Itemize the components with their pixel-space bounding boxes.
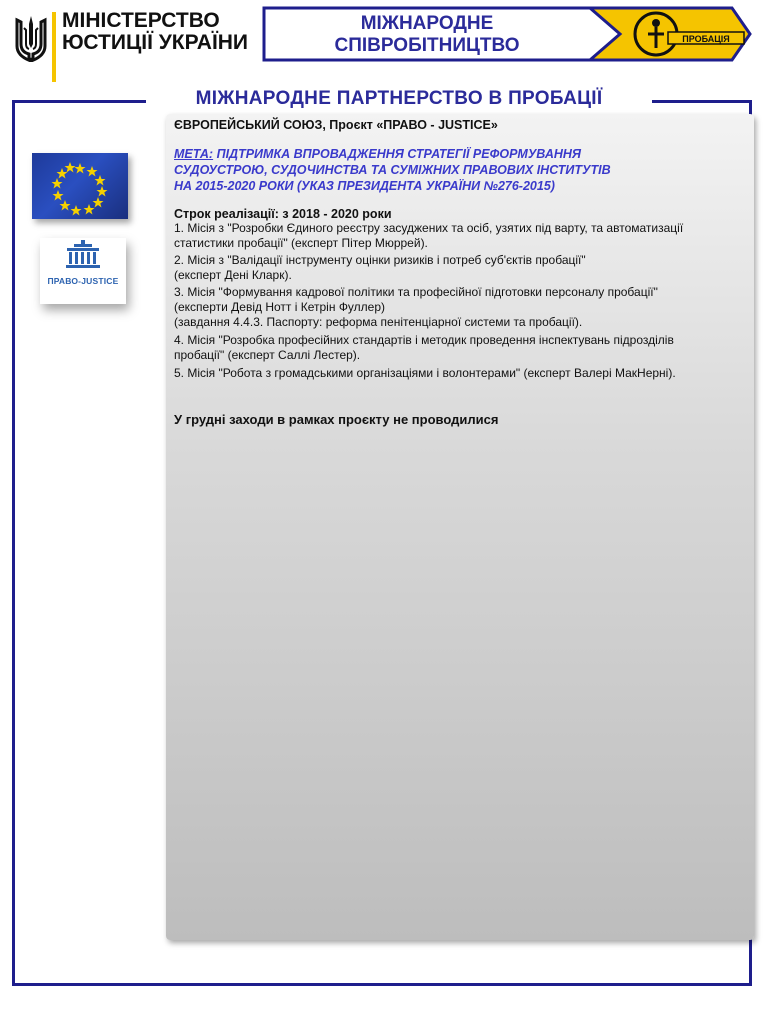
mission-2-line2: (експерт Дені Кларк). xyxy=(174,268,292,282)
mission-item-1 xyxy=(174,221,760,251)
mission-item-5 xyxy=(174,366,760,381)
implementation-period: Строк реалізації: з 2018 - 2020 роки xyxy=(174,207,392,221)
justice-building-icon xyxy=(40,238,126,276)
mission-1-line2: статистики пробації" (експерт Пітер Мюррей). xyxy=(174,236,428,250)
ministry-name xyxy=(62,10,248,54)
mission-item-4 xyxy=(174,333,760,363)
eu-flag-icon xyxy=(32,153,128,219)
mission-3-line3: (завдання 4.4.3. Паспорту: реформа пенітенціарної системи та пробації). xyxy=(174,315,583,329)
goal-line3: НА 2015-2020 РОКИ (УКАЗ ПРЕЗИДЕНТА УКРАЇНИ №276-2015) xyxy=(174,179,555,193)
pravo-justice-label: ПРАВО-JUSTICE xyxy=(47,276,119,286)
eu-stars xyxy=(52,162,108,216)
section-title-line1: МІЖНАРОДНЕ xyxy=(360,13,494,34)
pravo-justice-logo xyxy=(40,238,126,304)
ministry-accent-bar xyxy=(52,12,56,82)
probation-logo-text: ПРОБАЦІЯ xyxy=(682,34,730,44)
section-title-line2: СПІВРОБІТНИЦТВО xyxy=(334,35,520,56)
mission-1-line1: 1. Місія з "Розробки Єдиного реєстру засуджених та осіб, узятих під варту, та автоматизації xyxy=(174,221,684,235)
mission-5-line1: 5. Місія "Робота з громадськими організаціями і волонтерами" (експерт Валері МакНерні). xyxy=(174,366,676,380)
ministry-name-line1: МІНІСТЕРСТВО xyxy=(62,9,220,32)
goal-label: МЕТА: xyxy=(174,147,214,161)
ministry-name-line2: ЮСТИЦІЇ УКРАЇНИ xyxy=(62,31,249,54)
section-title xyxy=(262,13,592,57)
goal-line1: ПІДТРИМКА ВПРОВАДЖЕННЯ СТРАТЕГІЇ РЕФОРМУВАННЯ xyxy=(213,147,582,161)
mission-3-line2: (експерти Девід Нотт і Кетрін Фуллер) xyxy=(174,300,386,314)
mission-3-line1: 3. Місія "Формування кадрової політики та професійної підготовки персоналу пробації" xyxy=(174,285,658,299)
december-note: У грудні заходи в рамках проєкту не проводилися xyxy=(174,412,499,427)
goal-line2: СУДОУСТРОЮ, СУДОЧИНСТВА ТА СУМІЖНИХ ПРАВОВИХ ІНСТИТУТІВ xyxy=(174,163,611,177)
mission-item-3 xyxy=(174,285,760,330)
probation-logo xyxy=(632,10,750,58)
mission-4-line1: 4. Місія "Розробка професійних стандартів і методик проведення інспектувань підрозділів xyxy=(174,333,674,347)
ukraine-trident-icon xyxy=(14,14,48,62)
page-title: МІЖНАРОДНЕ ПАРТНЕРСТВО В ПРОБАЦІЇ xyxy=(195,88,603,109)
project-goal xyxy=(174,146,760,194)
mission-2-line1: 2. Місія з "Валідації інструменту оцінки ризиків і потреб суб'єктів пробації" xyxy=(174,253,586,267)
mission-item-2 xyxy=(174,253,760,283)
mission-4-line2: пробації" (експерт Саллі Лестер). xyxy=(174,348,361,362)
project-heading: ЄВРОПЕЙСЬКИЙ СОЮЗ, Проєкт «ПРАВО - JUSTICE» xyxy=(174,118,498,132)
